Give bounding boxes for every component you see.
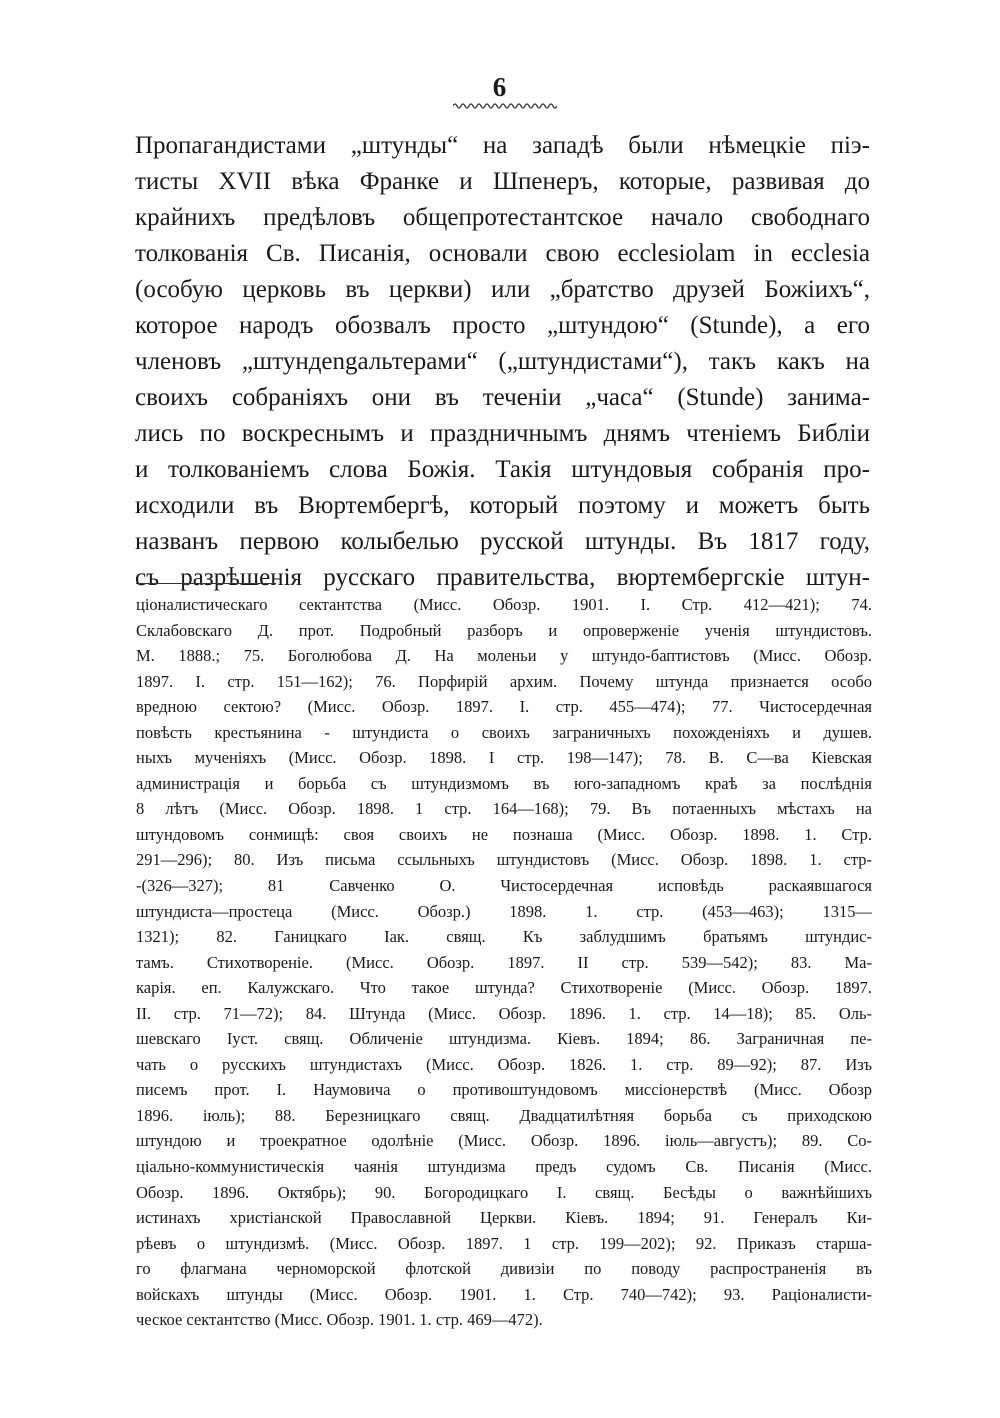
footnote-line: II. стр. 71—72); 84. Штунда (Мисс. Обозр. 1896. 1. стр. 14—18); 85. Оль- [136,1003,872,1023]
footnote-line: писемъ прот. І. Наумовича о противоштундовомъ миссіонерствѣ (Мисс. Обозр [136,1080,872,1100]
footnote-line: штундою и троекратное одолѣніе (Мисс. Обозр. 1896. іюль—августъ); 89. Со- [136,1131,872,1151]
footnote-line: карія. еп. Калужскаго. Что такое штунда? Стихотвореніе (Мисс. Обозр. 1897. [136,978,872,998]
footnote-line: тамъ. Стихотвореніе. (Мисс. Обозр. 1897. II стр. 539—542); 83. Ма- [136,952,872,972]
page-number: 6 [492,72,508,102]
footnote-line: войскахъ штунды (Мисс. Обозр. 1901. 1. Стр. 740—742); 93. Раціоналисти- [136,1284,872,1304]
footnote-line: ческое сектантство (Мисс. Обозр. 1901. 1. стр. 469—472). [136,1310,543,1330]
footnote-line: 8 лѣтъ (Мисс. Обозр. 1898. 1 стр. 164—168); 79. Въ потаенныхъ мѣстахъ на [136,799,872,819]
footnote-line: 1896. іюль); 88. Березницкаго свящ. Двадцатилѣтняя борьба съ приходскою [136,1105,872,1125]
body-line: своихъ собраніяхъ они въ теченіи „часа“ (Stunde) занима- [135,384,870,411]
footnote-line: вредною сектою? (Мисс. Обозр. 1897. I. стр. 455—474); 77. Чистосердечная [136,697,872,717]
footnote-line: чать о русскихъ штундистахъ (Мисс. Обозр. 1826. 1. стр. 89—92); 87. Изъ [136,1054,872,1074]
footnote-separator [136,583,276,584]
footnote-line: го флагмана черноморской флотской дивизіи по поводу распространенія въ [136,1259,872,1279]
body-line: названъ первою колыбелью русской штунды. Въ 1817 году, [135,528,870,555]
footnote-line: 1897. I. стр. 151—162); 76. Порфирій архим. Почему штунда признается особо [136,671,872,691]
body-line: лись по воскреснымъ и праздничнымъ днямъ чтеніемъ Библіи [135,420,870,447]
footnote-line: Склабовскаго Д. прот. Подробный разборъ и опроверженіе ученія штундистовъ. [136,620,872,640]
footnote-line: ціоналистическаго сектантства (Мисс. Обозр. 1901. I. Стр. 412—421); 74. [136,595,872,614]
footnotes [136,592,872,1333]
footnote-line: М. 1888.; 75. Боголюбова Д. На моленьи у штундо-баптистовъ (Мисс. Обозр. [136,646,872,666]
footnote-line: Обозр. 1896. Октябрь); 90. Богородицкаго І. свящ. Бесѣды о важнѣйшихъ [136,1182,872,1202]
footnote-line: администрація и борьба съ штундизмомъ въ юго-западномъ краѣ за послѣднія [136,773,872,793]
footnote-line: 1321); 82. Ганицкаго Іак. свящ. Къ заблудшимъ братьямъ штундис- [136,927,872,947]
body-line: (особую церковь въ церкви) или „братство друзей Божіихъ“, [135,276,870,303]
footnote-line: ціально-коммунистическія чаянія штундизма предъ судомъ Св. Писанія (Мисс. [136,1157,872,1177]
body-line: исходили въ Вюртембергѣ, который поэтому и можетъ быть [135,492,870,519]
body-line: и толкованіемъ слова Божія. Такія штундовыя собранія про- [135,456,870,483]
footnote-line: истинахъ христіанской Православной Церкви. Кіевъ. 1894; 91. Генералъ Ки- [136,1208,872,1228]
footnote-line: штундовомъ сонмищѣ: своя своихъ не познаша (Мисс. Обозр. 1898. 1. Стр. [136,824,872,844]
footnote-line: повѣсть крестьянина - штундиста о своихъ заграничныхъ похожденіяхъ и душев. [136,722,872,742]
footnote-line: штундиста—простеца (Мисс. Обозр.) 1898. 1. стр. (453—463); 1315— [136,901,872,921]
ornament-divider [453,101,557,111]
body-line: толкованія Св. Писанія, основали свою ecclesiolam in ecclesia [135,240,870,267]
footnote-line: 291—296); 80. Изъ письма ссыльныхъ штундистовъ (Мисс. Обозр. 1898. 1. стр- [136,850,872,870]
footnote-line: ныхъ мученіяхъ (Мисс. Обозр. 1898. I стр. 198—147); 78. В. С—ва Кіевская [136,748,872,768]
body-line: тисты XVII вѣка Франке и Шпенеръ, которые, развивая до [135,168,870,195]
footnote-line: шевскаго Іуст. свящ. Обличеніе штундизма. Кіевъ. 1894; 86. Заграничная пе- [136,1029,872,1049]
body-line: Пропагандистами „штунды“ на западѣ были нѣмецкіе піэ- [135,132,870,159]
body-line: членовъ „штундengальтерами“ („штундистами“), такъ какъ на [135,348,870,375]
main-text [135,128,870,596]
footnote-line: рѣевъ о штундизмѣ. (Мисс. Обозр. 1897. 1 стр. 199—202); 92. Приказъ старша- [136,1233,872,1253]
footnote-line: -(326—327); 81 Савченко О. Чистосердечная исповѣдь раскаявшагося [136,876,872,896]
body-line: крайнихъ предѣловъ общепротестантское начало свободнаго [135,204,870,231]
body-line: съ разрѣшенія русскаго правительства, вюртембергскіе штун- [135,564,870,591]
body-line: которое народъ обозвалъ просто „штундою“ (Stunde), а его [135,312,870,339]
